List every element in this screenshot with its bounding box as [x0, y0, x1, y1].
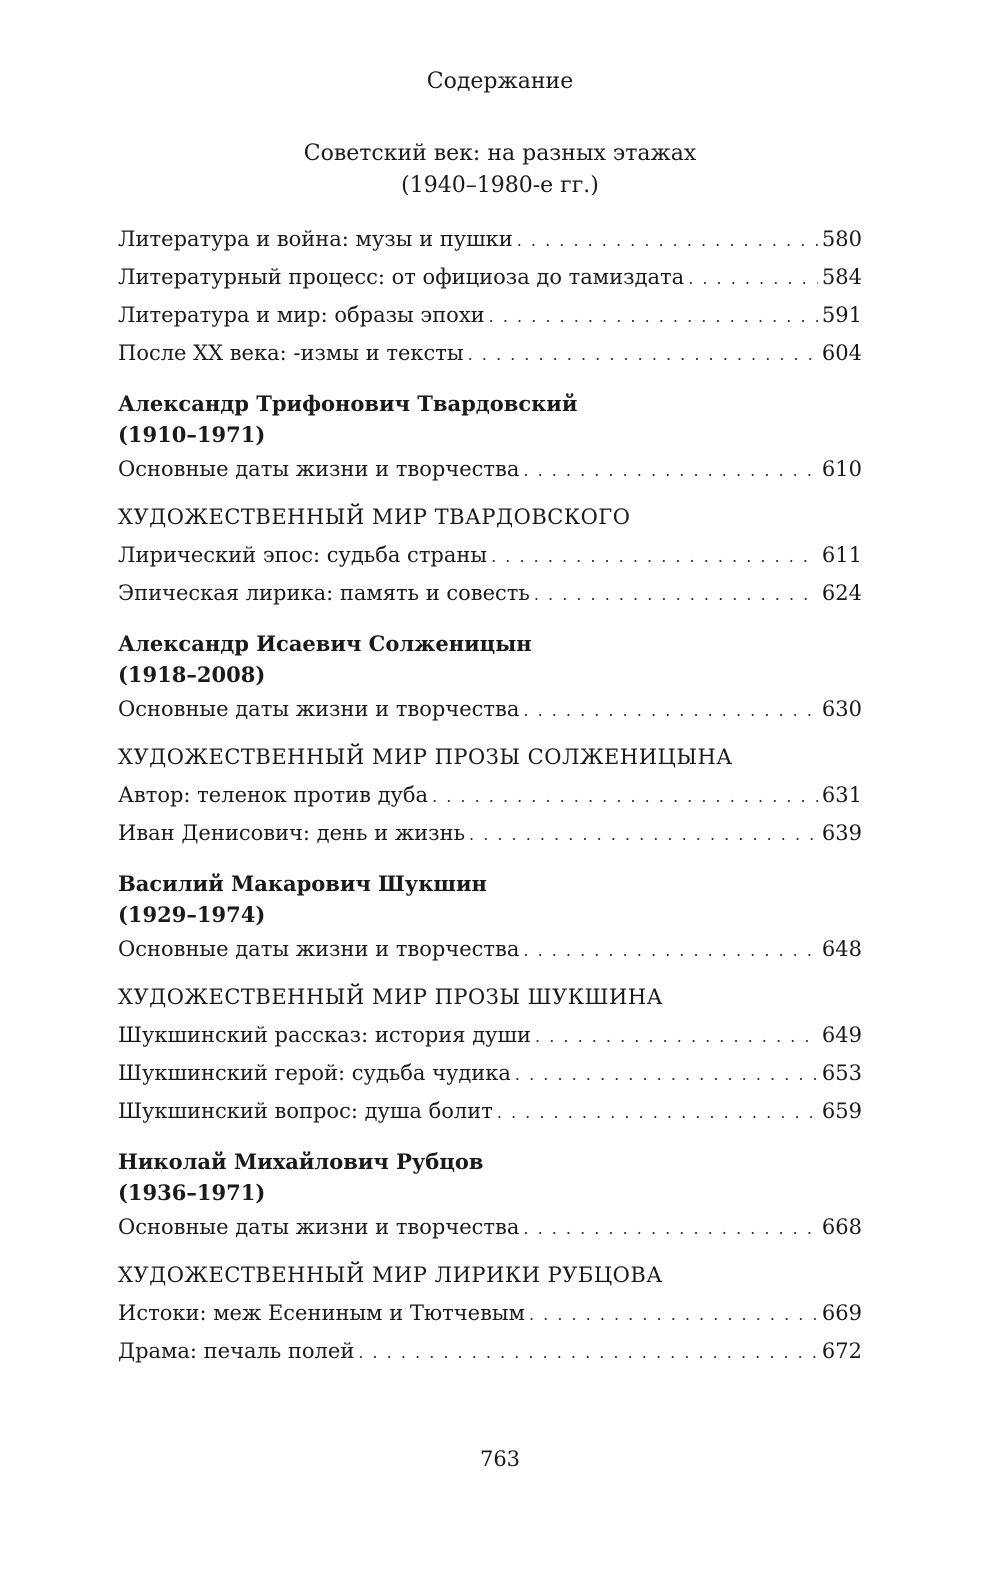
dot-leader — [432, 778, 818, 816]
entry-page: 611 — [821, 543, 862, 567]
entry-page: 648 — [821, 937, 862, 961]
author-block-tvardovsky — [118, 388, 862, 612]
part-title — [0, 138, 1000, 202]
dot-leader — [523, 932, 818, 970]
entry-title: Шукшинский вопрос: душа болит — [118, 1099, 493, 1123]
running-header: Содержание — [426, 69, 574, 94]
toc-entry[interactable] — [118, 296, 862, 334]
author-years: (1929–1974) — [118, 902, 266, 927]
author-years: (1936–1971) — [118, 1180, 266, 1205]
entry-page: 591 — [821, 303, 862, 327]
author-name: Николай Михайлович Рубцов — [118, 1149, 484, 1174]
author-heading — [118, 868, 862, 930]
intro-entries — [118, 220, 862, 372]
toc-entry[interactable] — [118, 536, 862, 574]
dot-leader — [497, 1094, 818, 1132]
entry-page: 624 — [821, 581, 862, 605]
author-heading — [118, 628, 862, 690]
entry-page: 668 — [821, 1215, 862, 1239]
entry-page: 610 — [821, 457, 862, 481]
author-name: Александр Исаевич Солженицын — [118, 631, 532, 656]
dot-leader — [688, 260, 818, 298]
entry-title: Истоки: меж Есениным и Тютчевым — [118, 1301, 525, 1325]
entry-title: Драма: печаль полей — [118, 1339, 355, 1363]
entry-page: 580 — [821, 227, 862, 251]
entry-title: Автор: теленок против дуба — [118, 783, 429, 807]
section-heading: ХУДОЖЕСТВЕННЫЙ МИР ПРОЗЫ ШУКШИНА — [118, 985, 664, 1009]
entry-page: 653 — [821, 1061, 862, 1085]
entry-title: Литература и мир: образы эпохи — [118, 303, 485, 327]
entry-page: 631 — [821, 783, 862, 807]
toc-entry[interactable] — [118, 258, 862, 296]
part-title-line-2: (1940–1980-е гг.) — [401, 173, 599, 198]
toc-entry[interactable] — [118, 1332, 862, 1370]
author-heading — [118, 388, 862, 450]
toc-entry[interactable] — [118, 1054, 862, 1092]
entry-title: Основные даты жизни и творчества — [118, 457, 520, 481]
entry-page: 604 — [821, 341, 862, 365]
section-heading: ХУДОЖЕСТВЕННЫЙ МИР ЛИРИКИ РУБЦОВА — [118, 1263, 663, 1287]
toc-entry[interactable] — [118, 776, 862, 814]
table-of-contents — [118, 220, 862, 1370]
toc-entry[interactable] — [118, 220, 862, 258]
page-number: 763 — [479, 1447, 521, 1471]
dot-leader — [468, 336, 818, 374]
toc-entry[interactable] — [118, 814, 862, 852]
entry-page: 659 — [821, 1099, 862, 1123]
dot-leader — [515, 1056, 818, 1094]
author-block-rubtsov — [118, 1146, 862, 1370]
entry-page: 672 — [821, 1339, 862, 1363]
toc-entry[interactable] — [118, 450, 862, 488]
entry-title: Эпическая лирика: память и совесть — [118, 581, 530, 605]
section-heading: ХУДОЖЕСТВЕННЫЙ МИР ПРОЗЫ СОЛЖЕНИЦЫНА — [118, 745, 733, 769]
dot-leader — [529, 1296, 818, 1334]
entry-title: После XX века: -измы и тексты — [118, 341, 464, 365]
dot-leader — [517, 222, 818, 260]
dot-leader — [523, 1210, 818, 1248]
author-heading — [118, 1146, 862, 1208]
dot-leader — [523, 692, 818, 730]
author-years: (1918–2008) — [118, 662, 266, 687]
author-years: (1910–1971) — [118, 422, 266, 447]
author-block-shukshin — [118, 868, 862, 1130]
toc-entry[interactable] — [118, 574, 862, 612]
dot-leader — [535, 1018, 818, 1056]
entry-title: Шукшинский герой: судьба чудика — [118, 1061, 511, 1085]
entry-page: 649 — [821, 1023, 862, 1047]
entry-title: Иван Денисович: день и жизнь — [118, 821, 466, 845]
toc-entry[interactable] — [118, 930, 862, 968]
entry-title: Основные даты жизни и творчества — [118, 937, 520, 961]
entry-title: Литература и война: музы и пушки — [118, 227, 513, 251]
toc-entry[interactable] — [118, 1016, 862, 1054]
toc-entry[interactable] — [118, 1092, 862, 1130]
entry-page: 669 — [821, 1301, 862, 1325]
author-name: Александр Трифонович Твардовский — [118, 391, 578, 416]
entry-title: Литературный процесс: от официоза до тамиздата — [118, 265, 685, 289]
section-heading: ХУДОЖЕСТВЕННЫЙ МИР ТВАРДОВСКОГО — [118, 505, 631, 529]
dot-leader — [534, 576, 818, 614]
entry-title: Шукшинский рассказ: история души — [118, 1023, 532, 1047]
part-title-line-1: Советский век: на разных этажах — [303, 141, 697, 166]
entry-page: 639 — [821, 821, 862, 845]
entry-title: Основные даты жизни и творчества — [118, 697, 520, 721]
author-block-solzhenitsyn — [118, 628, 862, 852]
dot-leader — [489, 298, 818, 336]
entry-title: Лирический эпос: судьба страны — [118, 543, 488, 567]
entry-page: 584 — [821, 265, 862, 289]
dot-leader — [358, 1334, 818, 1372]
toc-entry[interactable] — [118, 1208, 862, 1246]
toc-entry[interactable] — [118, 1294, 862, 1332]
entry-page: 630 — [821, 697, 862, 721]
dot-leader — [523, 452, 818, 490]
entry-title: Основные даты жизни и творчества — [118, 1215, 520, 1239]
toc-entry[interactable] — [118, 690, 862, 728]
dot-leader — [491, 538, 818, 576]
author-name: Василий Макарович Шукшин — [118, 871, 487, 896]
toc-entry[interactable] — [118, 334, 862, 372]
dot-leader — [469, 816, 818, 854]
